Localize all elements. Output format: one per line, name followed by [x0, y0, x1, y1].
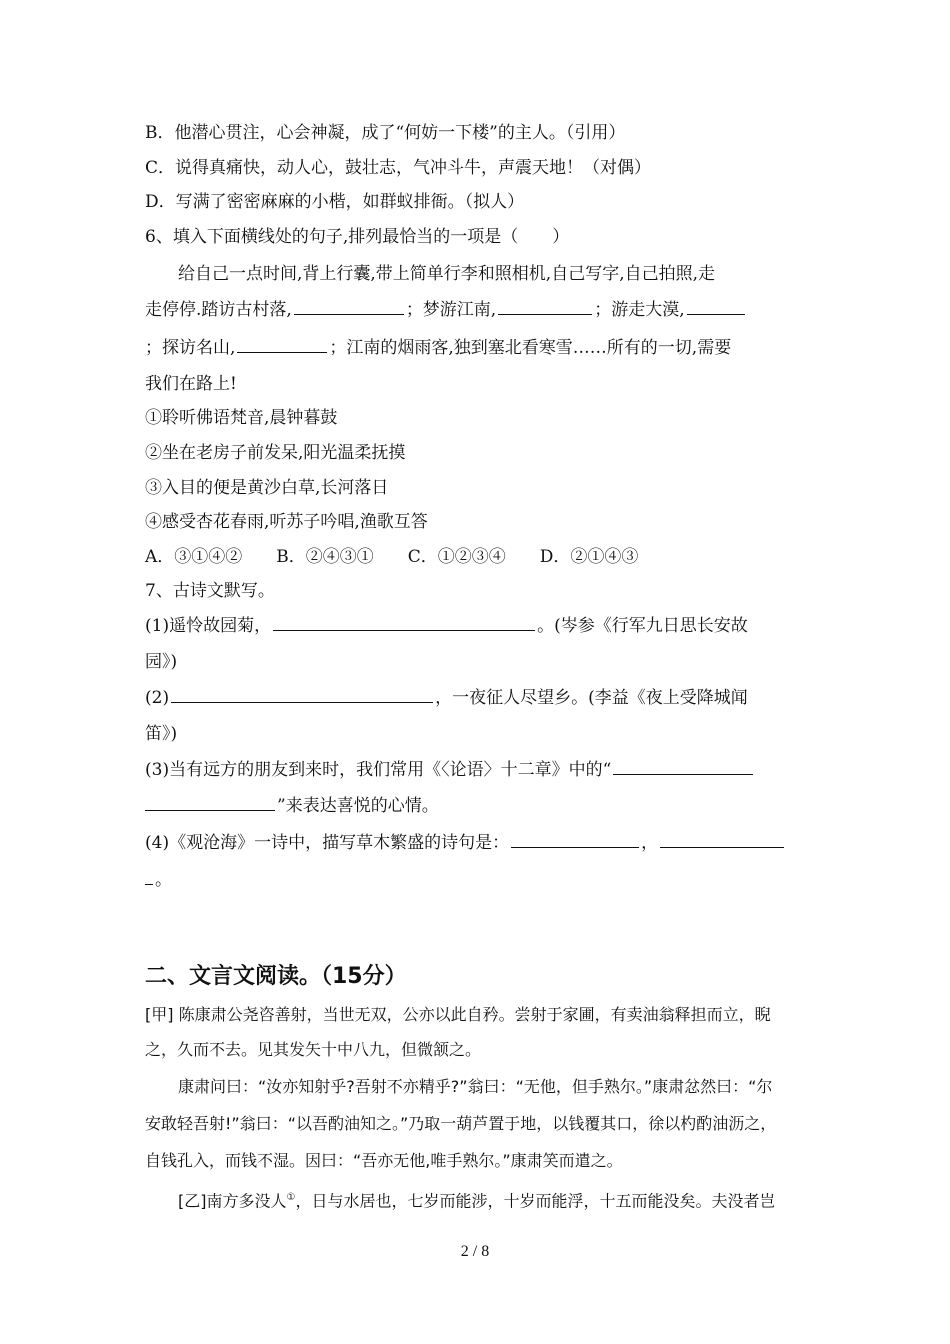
q6-passage-line-1: 给自己一点时间,背上行囊,带上简单行李和照相机,自己写字,自己拍照,走 [178, 264, 716, 284]
q7-sub-3: (3)当有远方的朋友到来时，我们常用《〈论语〉十二章》中的“ [145, 758, 755, 782]
q7-blank-2[interactable] [171, 686, 433, 703]
q6-item-2: ②坐在老房子前发呆,阳光温柔抚摸 [145, 443, 406, 463]
footnote-marker: ① [286, 1192, 296, 1203]
q7-blank-3b[interactable] [145, 794, 275, 811]
q6-passage-line-4: 我们在路上! [145, 374, 237, 394]
q7-sub-3-cont: ”来表达喜悦的心情。 [145, 794, 439, 818]
q6-blank-3[interactable] [687, 298, 745, 315]
section-2-title: 二、文言文阅读。（15分） [145, 964, 407, 989]
q7-blank-1[interactable] [273, 614, 535, 631]
q6-item-1: ①聆听佛语梵音,晨钟暮鼓 [145, 408, 338, 428]
q6-choices: A．③①④② B．②④③① C．①②③④ D．②①④③ [145, 547, 639, 567]
q6-blank-4[interactable] [237, 336, 327, 353]
q7-sub-1-cont: 园》) [145, 652, 178, 672]
passage-jia-line-2: 之，久而不去。见其发矢十中八九，但微颔之。 [145, 1040, 482, 1059]
q7-sub-2-cont: 笛》) [145, 724, 178, 744]
page-number: 2 / 8 [460, 1243, 490, 1260]
q6-stem: 6、填入下面横线处的句子,排列最恰当的一项是（ ） [145, 227, 570, 247]
q7-sub-4-cont: 。 [145, 868, 172, 892]
q6-passage-line-3: ；探访名山, ；江南的烟雨客,独到塞北看寒雪……所有的一切,需要 [145, 338, 732, 358]
q5-option-c: C．说得真痛快，动人心，鼓壮志，气冲斗牛，声震天地！（对偶） [145, 158, 652, 178]
passage-yi-line-1: [乙]南方多没人①，日与水居也，七岁而能涉，十岁而能浮，十五而能没矣。夫没者岂 [178, 1191, 776, 1211]
q7-blank-3a[interactable] [613, 758, 753, 775]
q7-stem: 7、古诗文默写。 [145, 581, 275, 601]
passage-jia-line-5: 自钱孔入，而钱不湿。因曰：“吾亦无他,唯手熟尔。”康肃笑而遣之。 [145, 1151, 623, 1170]
q7-blank-4a[interactable] [511, 831, 639, 848]
q6-passage-line-2: 走停停.踏访古村落, ；梦游江南, ；游走大漠, [145, 298, 747, 322]
q6-blank-2[interactable] [498, 298, 592, 315]
q7-blank-4c[interactable] [145, 868, 153, 885]
passage-jia-line-4: 安敢轻吾射!”翁曰：“以吾酌油知之。”乃取一葫芦置于地，以钱覆其口，徐以杓酌油沥之， [145, 1114, 777, 1133]
q5-option-b: B．他潜心贯注，心会神凝，成了“何妨一下楼”的主人。（引用） [145, 123, 626, 143]
q5-option-d: D．写满了密密麻麻的小楷，如群蚁排衙。（拟人） [145, 192, 525, 212]
q7-sub-2: (2) ，一夜征人尽望乡。(李益《夜上受降城闻 [145, 688, 748, 708]
passage-jia-line-1: [甲] 陈康肃公尧咨善射，当世无双，公亦以此自矜。尝射于家圃，有卖油翁释担而立，睨 [145, 1005, 771, 1024]
q6-item-4: ④感受杏花春雨,听苏子吟唱,渔歌互答 [145, 512, 428, 532]
q7-blank-4b[interactable] [660, 831, 784, 848]
q6-item-3: ③入目的便是黄沙白草,长河落日 [145, 478, 389, 498]
q7-sub-4: (4)《观沧海》一诗中，描写草木繁盛的诗句是： ， [145, 831, 786, 855]
q7-sub-1: (1)遥怜故园菊， 。(岑参《行军九日思长安故 [145, 616, 748, 636]
q6-blank-1[interactable] [294, 298, 404, 315]
passage-jia-line-3: 康肃问曰：“汝亦知射乎?吾射不亦精乎?”翁曰：“无他，但手熟尔。”康肃忿然曰：“尔 [178, 1077, 773, 1096]
